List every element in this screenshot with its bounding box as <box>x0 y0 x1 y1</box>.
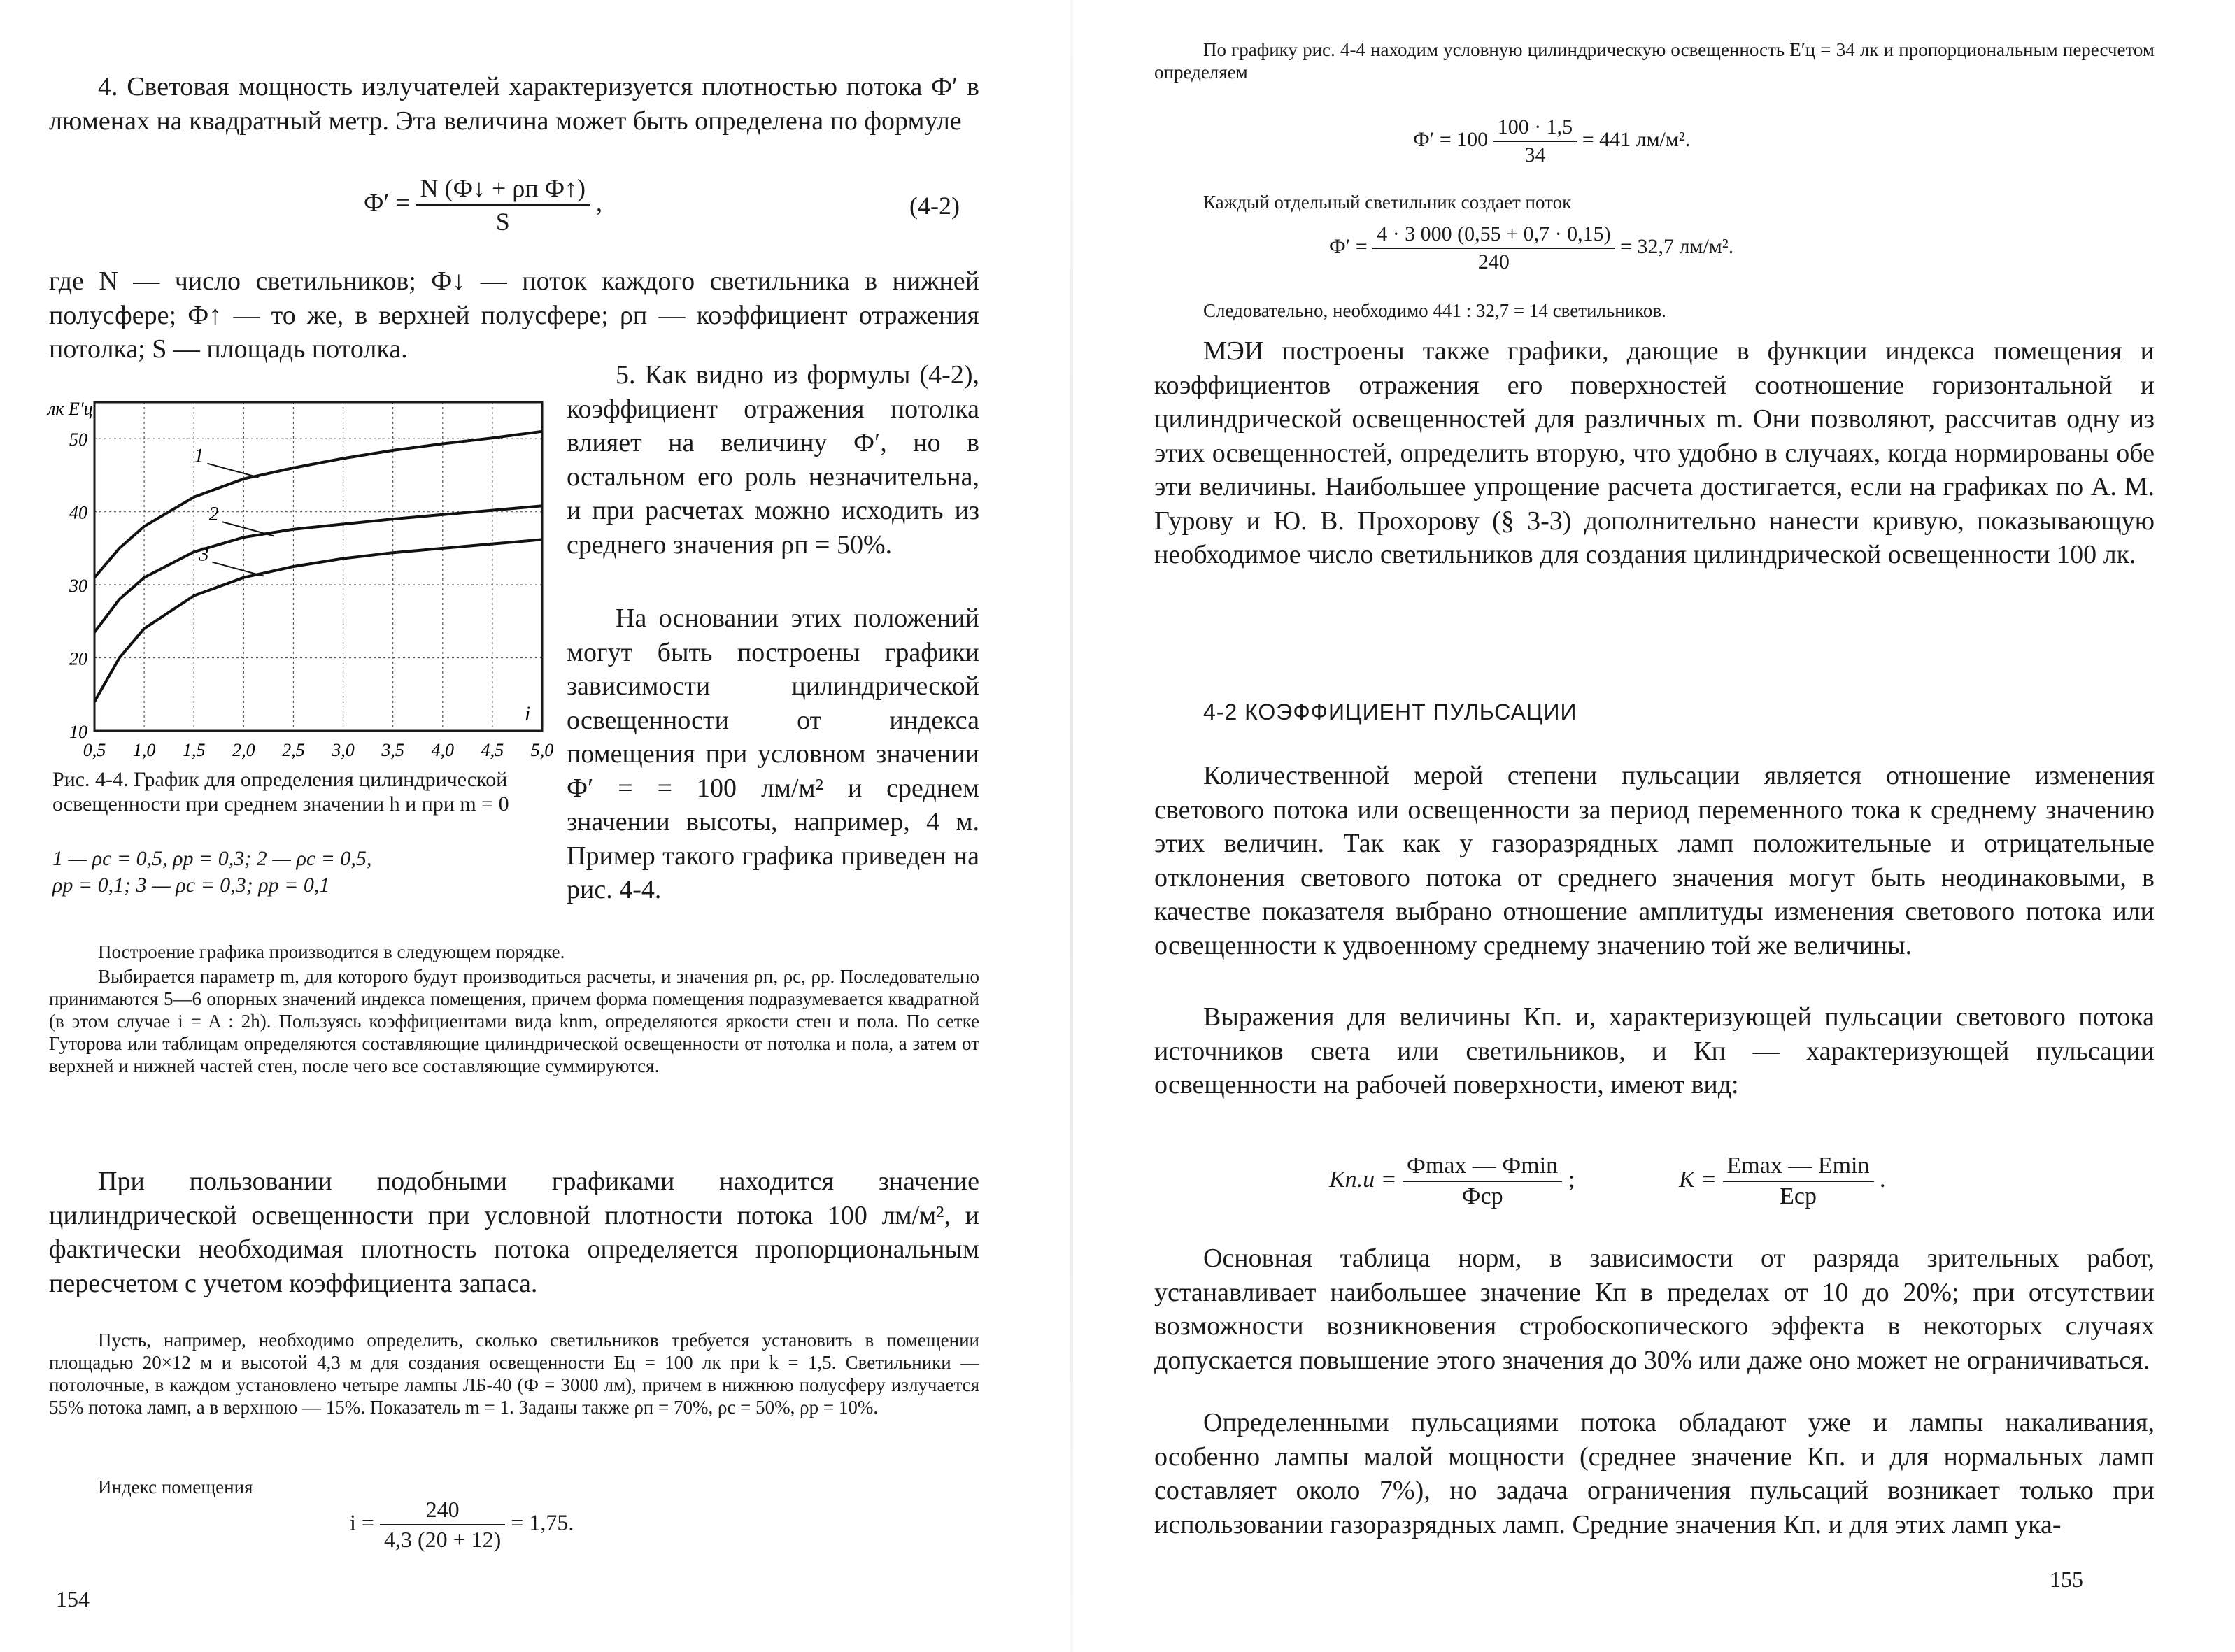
formula-k-source-denominator: Фср <box>1461 1183 1503 1209</box>
book-gutter <box>1070 0 1073 1652</box>
y-tick-labels <box>69 429 87 742</box>
x-tick-label-9: 5,0 <box>530 740 554 760</box>
paragraph-graph-basis: На основании этих положений могут быть построены графики зависимости цилиндрической освещенности от индекса помещения при условном значении Ф′ = = 100 лм/м² и среднем значении высоты, например, 4 м. Пример такого графика приведен на рис. 4-4. <box>567 604 979 904</box>
series-line-1 <box>94 432 542 578</box>
equation-number-4-2: (4-2) <box>909 192 960 220</box>
formula-k-illuminance-tail: . <box>1880 1166 1886 1192</box>
formula-k-illuminance-numerator: Emax — Emin <box>1723 1153 1874 1182</box>
paragraph-incandescent-pulsation: Определенными пульсациями потока обладают уже и лампы накаливания, особенно лампы малой мощности (среднее значение Кп. и для нормальных ламп составляет около 7%), но задача ограничения пульсаций возникает только при использовании газоразрядных ламп. Средние значения Кп. и для этих ламп ука- <box>1154 1408 2155 1539</box>
series-line-2 <box>94 506 542 632</box>
series-label-3: 3 <box>199 543 209 566</box>
series-leader-3 <box>212 562 263 576</box>
x-tick-label-6: 3,5 <box>381 740 404 760</box>
paragraph-usage: При пользовании подобными графиками находится значение цилиндрической освещенности при условной плотности потока 100 лм/м², и фактически необходимая плотность потока определяется пропорциональным пересчетом с учетом коэффициента запаса. <box>49 1167 979 1298</box>
formula-4-2-denominator: S <box>495 208 510 236</box>
paragraph-each-luminaire: Каждый отдельный светильник создает поток <box>1203 192 1572 213</box>
formula-4-2 <box>364 173 602 236</box>
formula-room-index-denominator: 4,3 (20 + 12) <box>383 1527 502 1552</box>
y-tick-label-0: 10 <box>69 722 87 742</box>
paragraph-procedure-steps: Выбирается параметр m, для которого будут производиться расчеты, и значения ρп, ρс, ρр. Последовательно принимаются 5—6 опорных значений индекса помещения, причем форма помещения подразумевается квадратной (в этом случае i = A : 2h). Пользуясь коэффициентами вида knm, определяются яркости стен и пола. По сетке Гуторова или таблицам определяются составляющие цилиндрической освещенности от потолка и пола, а затем от верхней и нижней частей стен, после чего все составляющие суммируются. <box>49 966 979 1076</box>
section-heading: 4-2 КОЭФФИЦИЕНТ ПУЛЬСАЦИИ <box>1203 699 1577 725</box>
series-leader-2 <box>222 522 274 536</box>
formula-flux-density-rhs: = 441 лм/м². <box>1582 127 1691 151</box>
y-tick-label-3: 40 <box>69 502 87 523</box>
figure-legend-line-1: 1 — ρс = 0,5, ρр = 0,3; 2 — ρс = 0,5, <box>52 847 372 870</box>
paragraph-expressions: Выражения для величины Кп. и, характеризующей пульсации светового потока источников света или светильников, и Кп — характеризующей пульсации освещенности на рабочей поверхности, имеют вид: <box>1154 1002 2155 1099</box>
y-tick-label-2: 30 <box>69 576 87 597</box>
figure-4-4-chart <box>42 388 560 766</box>
formula-4-2-tail: , <box>596 188 603 217</box>
formula-room-index-numerator: 240 <box>380 1497 505 1525</box>
chart-grid <box>94 402 542 731</box>
y-tick-label-4: 50 <box>69 429 87 450</box>
x-tick-label-2: 1,5 <box>182 740 206 760</box>
y-axis-label: лк E′ц <box>48 399 93 419</box>
formula-room-index <box>350 1497 574 1553</box>
paragraph-consequently: Следовательно, необходимо 441 : 32,7 = 14 светильников. <box>1203 300 1666 321</box>
formula-luminaire-flux-rhs: = 32,7 лм/м². <box>1620 234 1734 258</box>
figure-caption: Рис. 4-4. График для определения цилиндрической освещенности при среднем значении h и при m = 0 <box>52 768 509 816</box>
x-tick-label-7: 4,0 <box>431 740 455 760</box>
page-number-right: 155 <box>2050 1567 2083 1592</box>
formula-flux-density <box>1413 115 1690 167</box>
formula-flux-density-numerator: 100 · 1,5 <box>1493 115 1577 142</box>
y-tick-label-1: 20 <box>69 648 87 669</box>
right-page <box>1119 0 2235 1652</box>
chart-series-group <box>94 432 542 702</box>
paragraph-mei-graphs: МЭИ построены также графики, дающие в функции индекса помещения и коэффициентов отражения его поверхностей соотношение горизонтальной и цилиндрической освещенностей для различных m. Они позволяют, рассчитав одну из этих освещенностей, определить вторую, что удобно в случаях, когда нормированы обе эти величины. Наибольшее упрощение расчета достигается, если на графиках по А. М. Гурову и Ю. В. Прохорову (§ 3-3) дополнительно нанести кривую, показывающую необходимое число светильников для создания цилиндрической освещенности 100 лк. <box>1154 336 2155 569</box>
x-tick-label-8: 4,5 <box>481 740 504 760</box>
formula-luminaire-flux-numerator: 4 · 3 000 (0,55 + 0,7 · 0,15) <box>1372 222 1615 249</box>
paragraph-norms-table: Основная таблица норм, в зависимости от разряда зрительных работ, устанавливает наибольшее значение Кп в пределах от 10 до 20%; при отсутствии возможности возникновения стробоскопического эффекта в некоторых случаях допускается повышение этого значения до 30% или даже оно может не ограничиваться. <box>1154 1244 2155 1375</box>
paragraph-pulsation-measure: Количественной мерой степени пульсации является отношение изменения светового потока или освещенности за период переменного тока к среднему значению этих величин. Так как у газоразрядных ламп положительные и отрицательные отклонения светового потока от среднего значения могут быть неодинаковыми, в качестве показателя выбрано отношение амплитуды изменения светового потока или освещенности к удвоенному среднему значению той же величины. <box>1154 761 2155 960</box>
formula-luminaire-flux <box>1329 222 1733 274</box>
formula-k-illuminance <box>1679 1153 1886 1210</box>
x-tick-label-1: 1,0 <box>132 740 156 760</box>
formula-k-illuminance-denominator: Eср <box>1780 1183 1817 1209</box>
x-tick-label-4: 2,5 <box>282 740 305 760</box>
series-label-1: 1 <box>194 445 204 467</box>
x-tick-label-5: 3,0 <box>332 740 355 760</box>
x-tick-label-3: 2,0 <box>232 740 255 760</box>
formula-flux-density-lhs: Ф′ = 100 <box>1413 127 1489 151</box>
formula-k-source-tail: ; <box>1568 1166 1575 1192</box>
figure-legend-line-2: ρр = 0,1; 3 — ρс = 0,3; ρр = 0,1 <box>52 874 330 897</box>
left-page <box>0 0 1035 1652</box>
formula-k-source <box>1329 1153 1575 1210</box>
page-number-left: 154 <box>56 1586 90 1611</box>
formula-luminaire-flux-denominator: 240 <box>1477 250 1510 273</box>
series-label-2: 2 <box>208 504 219 526</box>
chart-frame <box>94 402 542 731</box>
paragraph-point-5: 5. Как видно из формулы (4-2), коэффициент отражения потолка влияет на величину Ф′, но в остальном его роль незначительна, и при расчетах можно исходить из среднего значения ρп = 50%. <box>567 360 979 560</box>
formula-4-2-numerator: N (Ф↓ + ρп Ф↑) <box>416 173 590 206</box>
formula-room-index-lhs: i = <box>350 1509 374 1535</box>
series-leader-1 <box>207 464 258 478</box>
series-line-3 <box>94 539 542 702</box>
formula-4-2-lhs: Ф′ = <box>364 188 410 217</box>
formula-k-illuminance-lhs: К = <box>1679 1166 1717 1192</box>
paragraph-procedure: Построение графика производится в следующем порядке. <box>98 941 565 962</box>
paragraph-variables: где N — число светильников; Ф↓ — поток каждого светильника в нижней полусфере; Ф↑ — то же, в верхней полусфере; ρп — коэффициент отражения потолка; S — площадь потолка. <box>49 266 979 364</box>
paragraph-luminous-power: 4. Световая мощность излучателей характеризуется плотностью потока Ф′ в люменах на квадратный метр. Эта величина может быть определена по формуле <box>49 72 979 136</box>
formula-flux-density-denominator: 34 <box>1524 143 1546 166</box>
formula-k-source-numerator: Фmax — Фmin <box>1403 1153 1562 1182</box>
x-axis-label: i <box>525 702 531 725</box>
x-tick-label-0: 0,5 <box>83 740 106 760</box>
formula-k-source-lhs: Кп.и = <box>1329 1166 1397 1192</box>
x-tick-labels <box>83 740 554 760</box>
formula-luminaire-flux-lhs: Ф′ = <box>1329 234 1368 258</box>
paragraph-graph-lookup: По графику рис. 4-4 находим условную цилиндрическую освещенность Е′ц = 34 лк и пропорциональным пересчетом определяем <box>1154 39 2155 83</box>
paragraph-room-index: Индекс помещения <box>98 1476 253 1497</box>
formula-room-index-rhs: = 1,75. <box>511 1509 574 1535</box>
paragraph-example: Пусть, например, необходимо определить, сколько светильников требуется установить в помещении площадью 20×12 м и высотой 4,3 м для создания освещенности Ец = 100 лк при k = 1,5. Светильники — потолочные, в каждом установлено четыре лампы ЛБ-40 (Ф = 3000 лм), причем в нижнюю полусферу излучается 55% потока ламп, а в верхнюю — 15%. Показатель m = 1. Заданы также ρп = 70%, ρс = 50%, ρр = 10%. <box>49 1330 979 1418</box>
